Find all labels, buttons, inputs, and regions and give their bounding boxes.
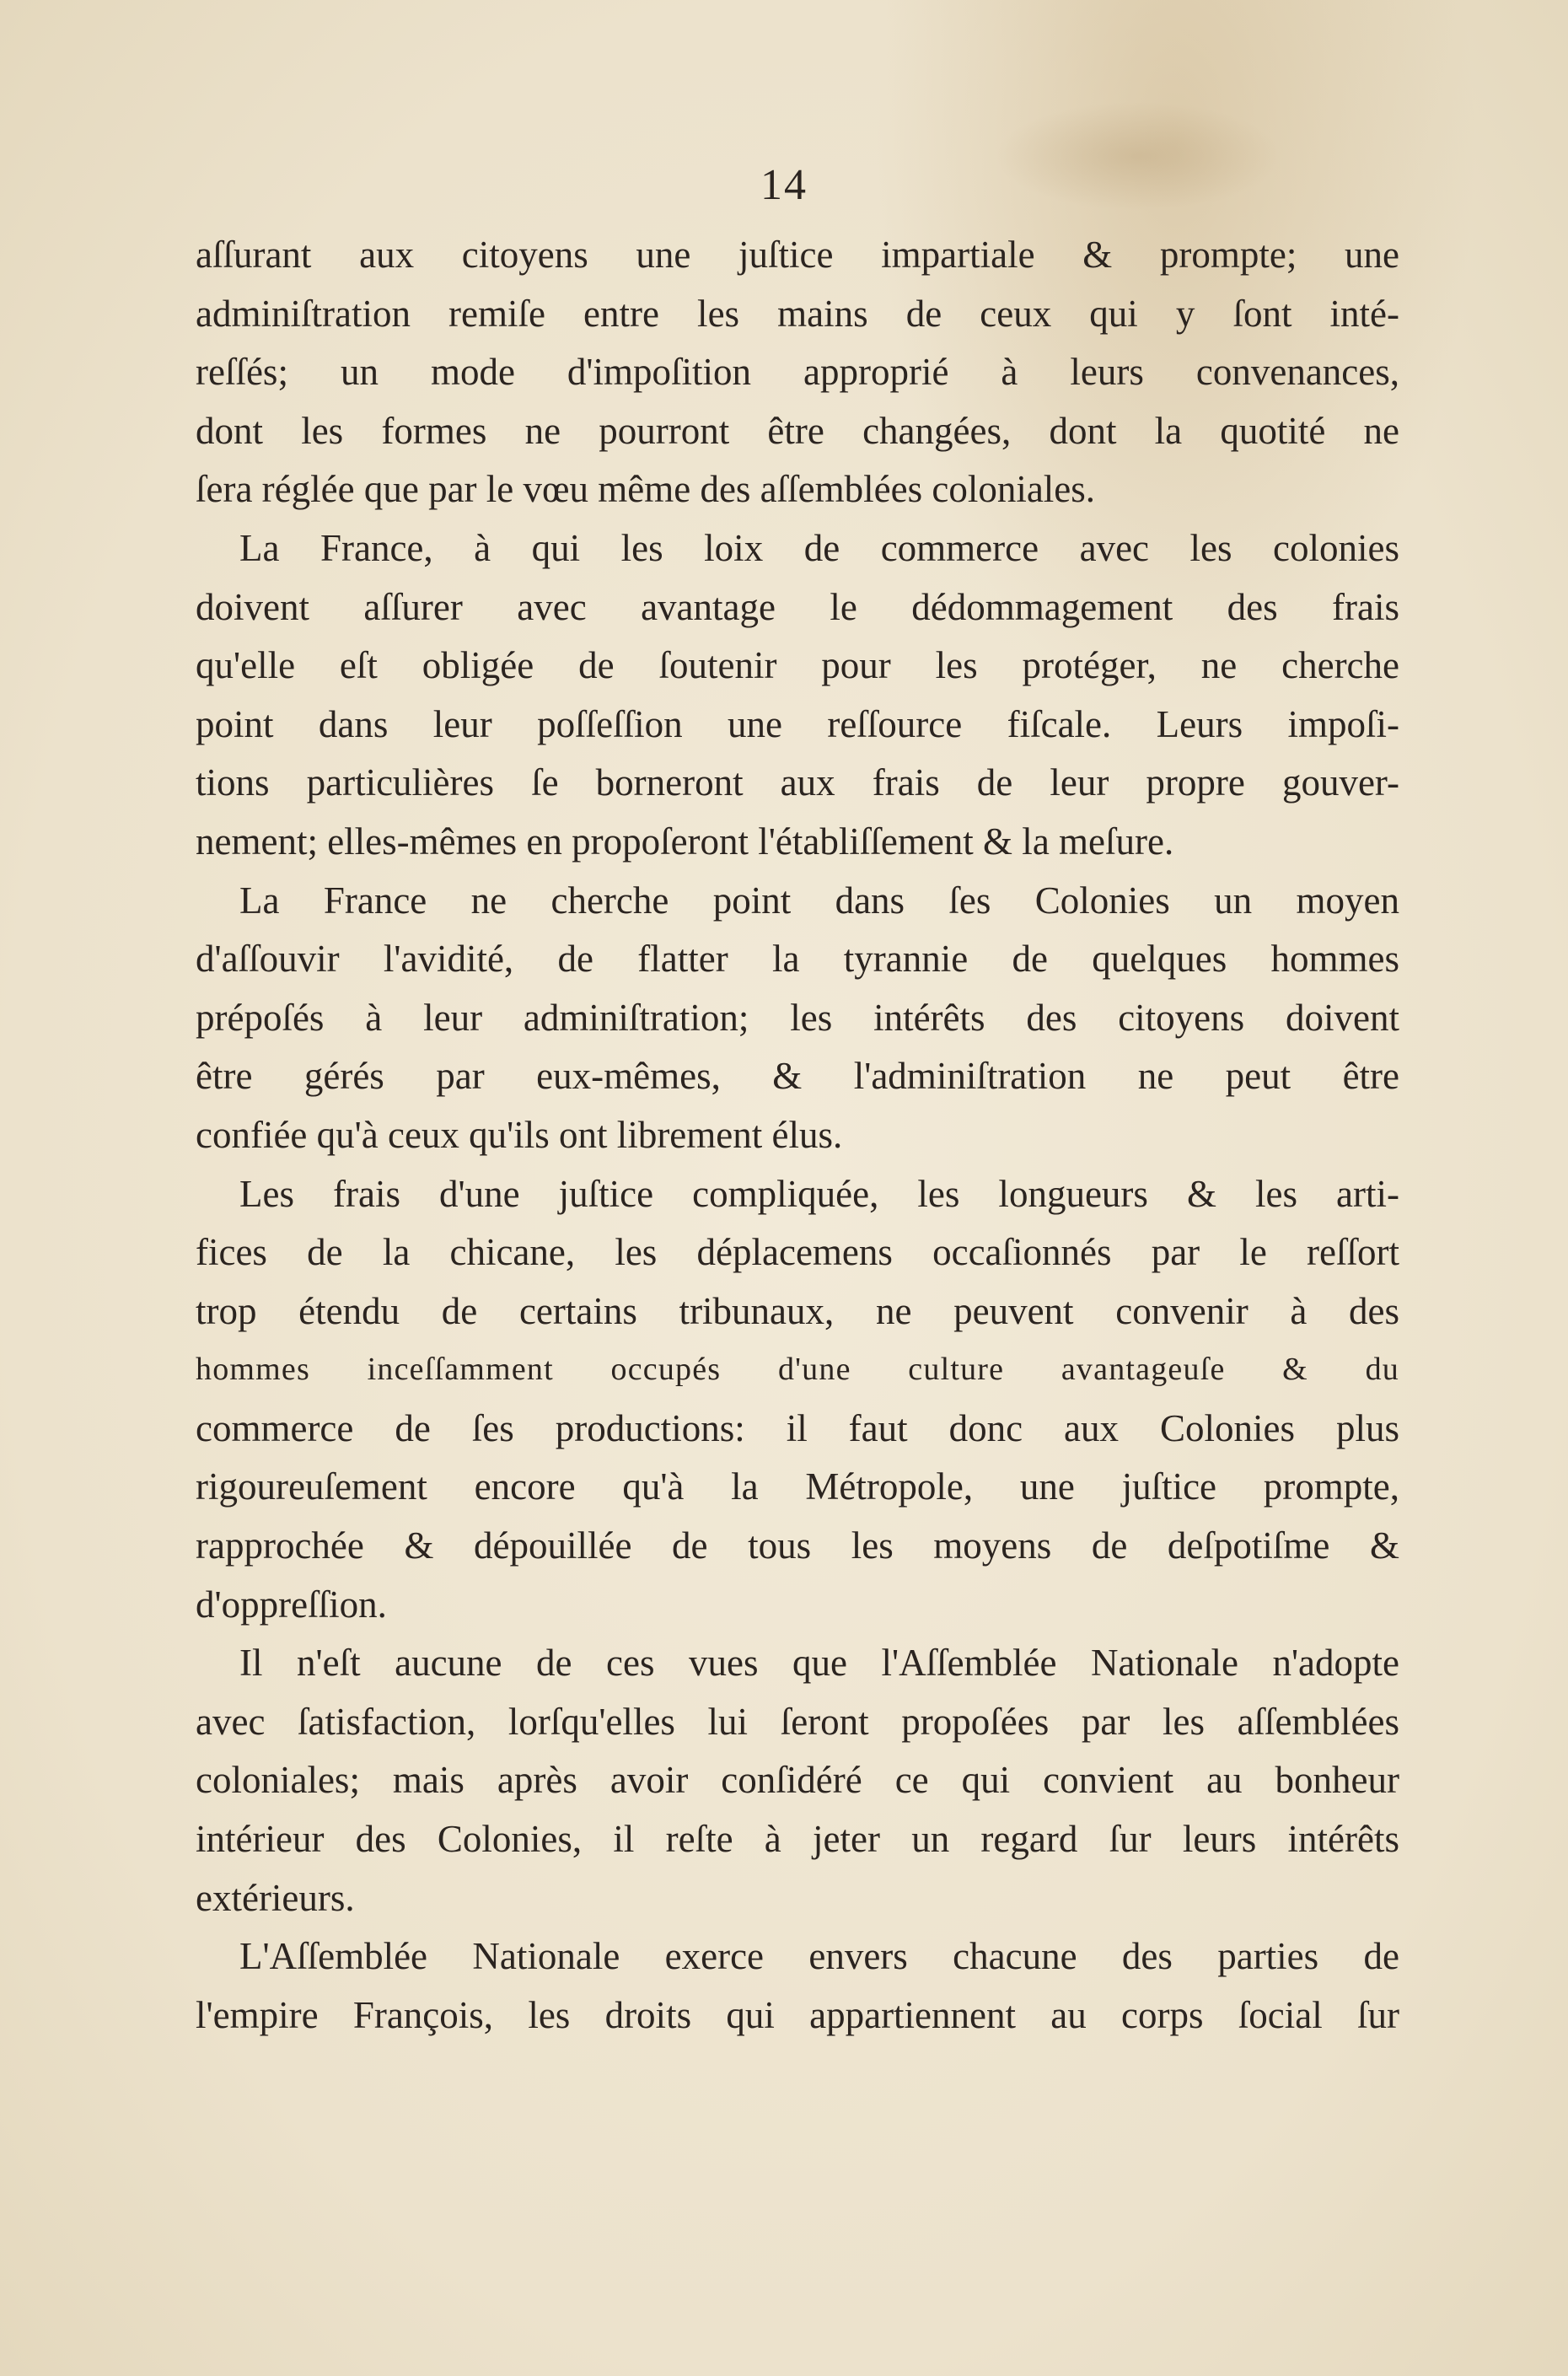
text-line-6: La France, à qui les loix de commerce avec les colonies: [239, 526, 1399, 569]
text-line-1: aſſurant aux citoyens une juſtice impartiale & prompte; une: [196, 234, 1399, 276]
text-line-13: d'aſſouvir l'avidité, de flatter la tyrannie de quelques hommes: [196, 938, 1399, 981]
text-line-14: prépoſés à leur adminiſtration; les intérêts des citoyens doivent: [196, 996, 1399, 1039]
text-line-19: trop étendu de certains tribunaux, ne peuvent convenir à des: [196, 1289, 1399, 1332]
page-number: 14: [760, 161, 808, 209]
text-line-23: rapprochée & dépouillée de tous les moyens de deſpotiſme &: [196, 1524, 1399, 1567]
text-line-2: adminiſtration remiſe entre les mains de ceux qui y ſont inté-: [196, 292, 1399, 335]
text-line-7: doivent aſſurer avec avantage le dédommagement des frais: [196, 585, 1399, 628]
text-line-28: intérieur des Colonies, il reſte à jeter un regard ſur leurs intérêts: [196, 1818, 1399, 1861]
text-line-25: Il n'eſt aucune de ces vues que l'Aſſemblée Nationale n'adopte: [239, 1642, 1399, 1685]
text-line-20: hommes inceſſamment occupés d'une culture avantageuſe & du: [196, 1352, 1399, 1388]
text-line-4: dont les formes ne pourront être changées, dont la quotité ne: [196, 409, 1399, 452]
text-line-29: extérieurs.: [196, 1876, 355, 1919]
body-text: [196, 226, 1399, 2045]
text-line-26: avec ſatisfaction, lorſqu'elles lui ſeront propoſées par les aſſemblées: [196, 1700, 1399, 1743]
text-line-22: rigoureuſement encore qu'à la Métropole, une juſtice prompte,: [196, 1465, 1399, 1508]
text-line-16: confiée qu'à ceux qu'ils ont librement élus.: [196, 1113, 843, 1156]
text-line-17: Les frais d'une juſtice compliquée, les longueurs & les arti-: [239, 1172, 1399, 1215]
text-line-31: l'empire François, les droits qui appartiennent au corps ſocial ſur: [196, 1993, 1399, 2036]
text-line-10: tions particulières ſe borneront aux frais de leur propre gouver-: [196, 761, 1399, 804]
text-line-5: ſera réglée que par le vœu même des aſſemblées coloniales.: [196, 468, 1096, 511]
text-line-12: La France ne cherche point dans ſes Colonies un moyen: [239, 879, 1399, 922]
text-line-21: commerce de ſes productions: il faut donc aux Colonies plus: [196, 1406, 1399, 1449]
text-line-27: coloniales; mais après avoir conſidéré ce qui convient au bonheur: [196, 1759, 1399, 1802]
text-line-11: nement; elles-mêmes en propoſeront l'établiſſement & la meſure.: [196, 820, 1174, 863]
text-line-15: être gérés par eux-mêmes, & l'adminiſtration ne peut être: [196, 1055, 1399, 1098]
text-line-18: fices de la chicane, les déplacemens occaſionnés par le reſſort: [196, 1231, 1399, 1274]
text-line-3: reſſés; un mode d'impoſition approprié à leurs convenances,: [196, 351, 1399, 394]
text-line-24: d'oppreſſion.: [196, 1583, 387, 1626]
text-line-8: qu'elle eſt obligée de ſoutenir pour les protéger, ne cherche: [196, 644, 1399, 687]
text-line-30: L'Aſſemblée Nationale exerce envers chacune des parties de: [239, 1935, 1399, 1978]
text-line-9: point dans leur poſſeſſion une reſſource fiſcale. Leurs impoſi-: [196, 702, 1399, 745]
